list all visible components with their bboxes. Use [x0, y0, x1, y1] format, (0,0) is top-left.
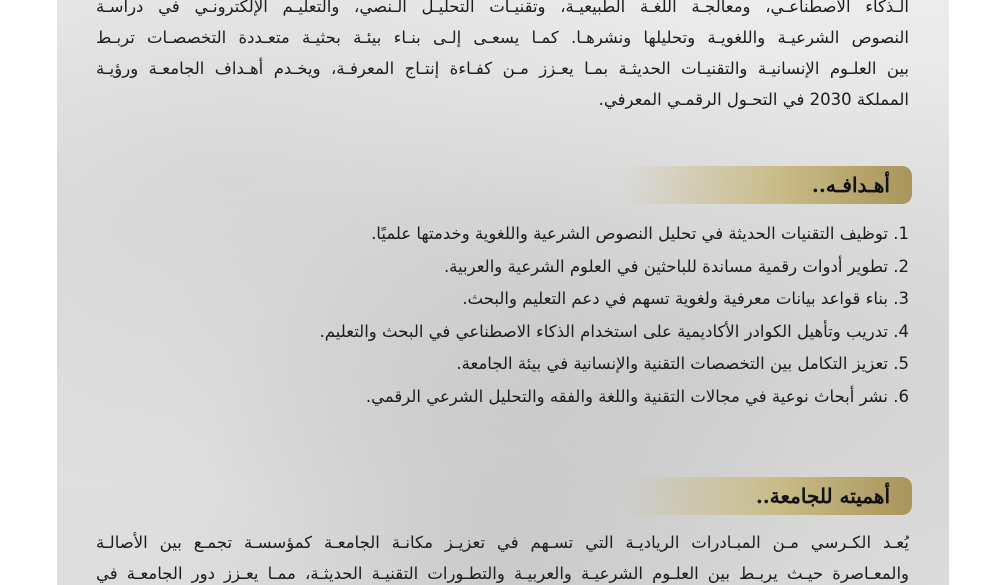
goal-item: 3. بناء قواعد بيانات معرفية ولغوية تسهم في دعم التعليم والبحث. [462, 289, 909, 308]
importance-heading: أهميته للجامعة.. [622, 477, 912, 515]
intro-line: بين العلـوم الإنسانيـة والتقنيـات الحديثـة بمـا يعـزز مـن كفـاءة إنتـاج المعرفـة، ويخـدم أهـداف الجامعـة ورؤيـة [96, 59, 909, 78]
importance-line: يُعـد الكـرسي مـن المبـادرات الرياديـة التي تسـهم في تعزيـز مكانـة الجامعـة كمؤسسـة تجمـع بين الأصالـة [96, 533, 909, 552]
importance-line: والمعـاصرة حيـث يربـط بين العلـوم الشرعيـة والعربيـة والتطـورات التقنيـة الحديثـة، ممـا يعـزز دور الجامعـة في [96, 564, 909, 583]
intro-line: الـذكاء الاصطناعـي، ومعالجـة اللغـة الطبيعيـة، وتقنيـات التحليـل الـنصي، والتعليـم الإلكترونـي في دراسـة [96, 0, 909, 16]
intro-line: المملكة 2030 في التحـول الرقمـي المعرفي. [598, 90, 909, 109]
goals-list [320, 218, 909, 413]
goal-item: 4. تدريب وتأهيل الكوادر الأكاديمية على استخدام الذكاء الاصطناعي في البحث والتعليم. [319, 321, 909, 341]
goals-heading: أهـدافـه.. [622, 166, 912, 204]
document-page [57, 0, 949, 585]
goal-item: 5. تعزيز التكامل بين التخصصات التقنية والإنسانية في بيئة الجامعة. [456, 354, 909, 373]
intro-paragraph [96, 0, 909, 115]
goal-item: 6. نشر أبحاث نوعية في مجالات التقنية واللغة والفقه والتحليل الشرعي الرقمي. [365, 386, 909, 406]
goal-item: 2. تطوير أدوات رقمية مساندة للباحثين في العلوم الشرعية والعربية. [443, 256, 909, 276]
goal-item: 1. توظيف التقنيات الحديثة في تحليل النصوص الشرعية واللغوية وخدمتها علميًا. [371, 224, 909, 243]
intro-line: النصوص الشرعيـة واللغويـة وتحليلها ونشرهـا. كمـا يسعـى إلـى بنـاء بيئـة بحثيـة متعـددة التخصصـات تربـط [96, 28, 909, 47]
importance-paragraph [96, 527, 909, 585]
